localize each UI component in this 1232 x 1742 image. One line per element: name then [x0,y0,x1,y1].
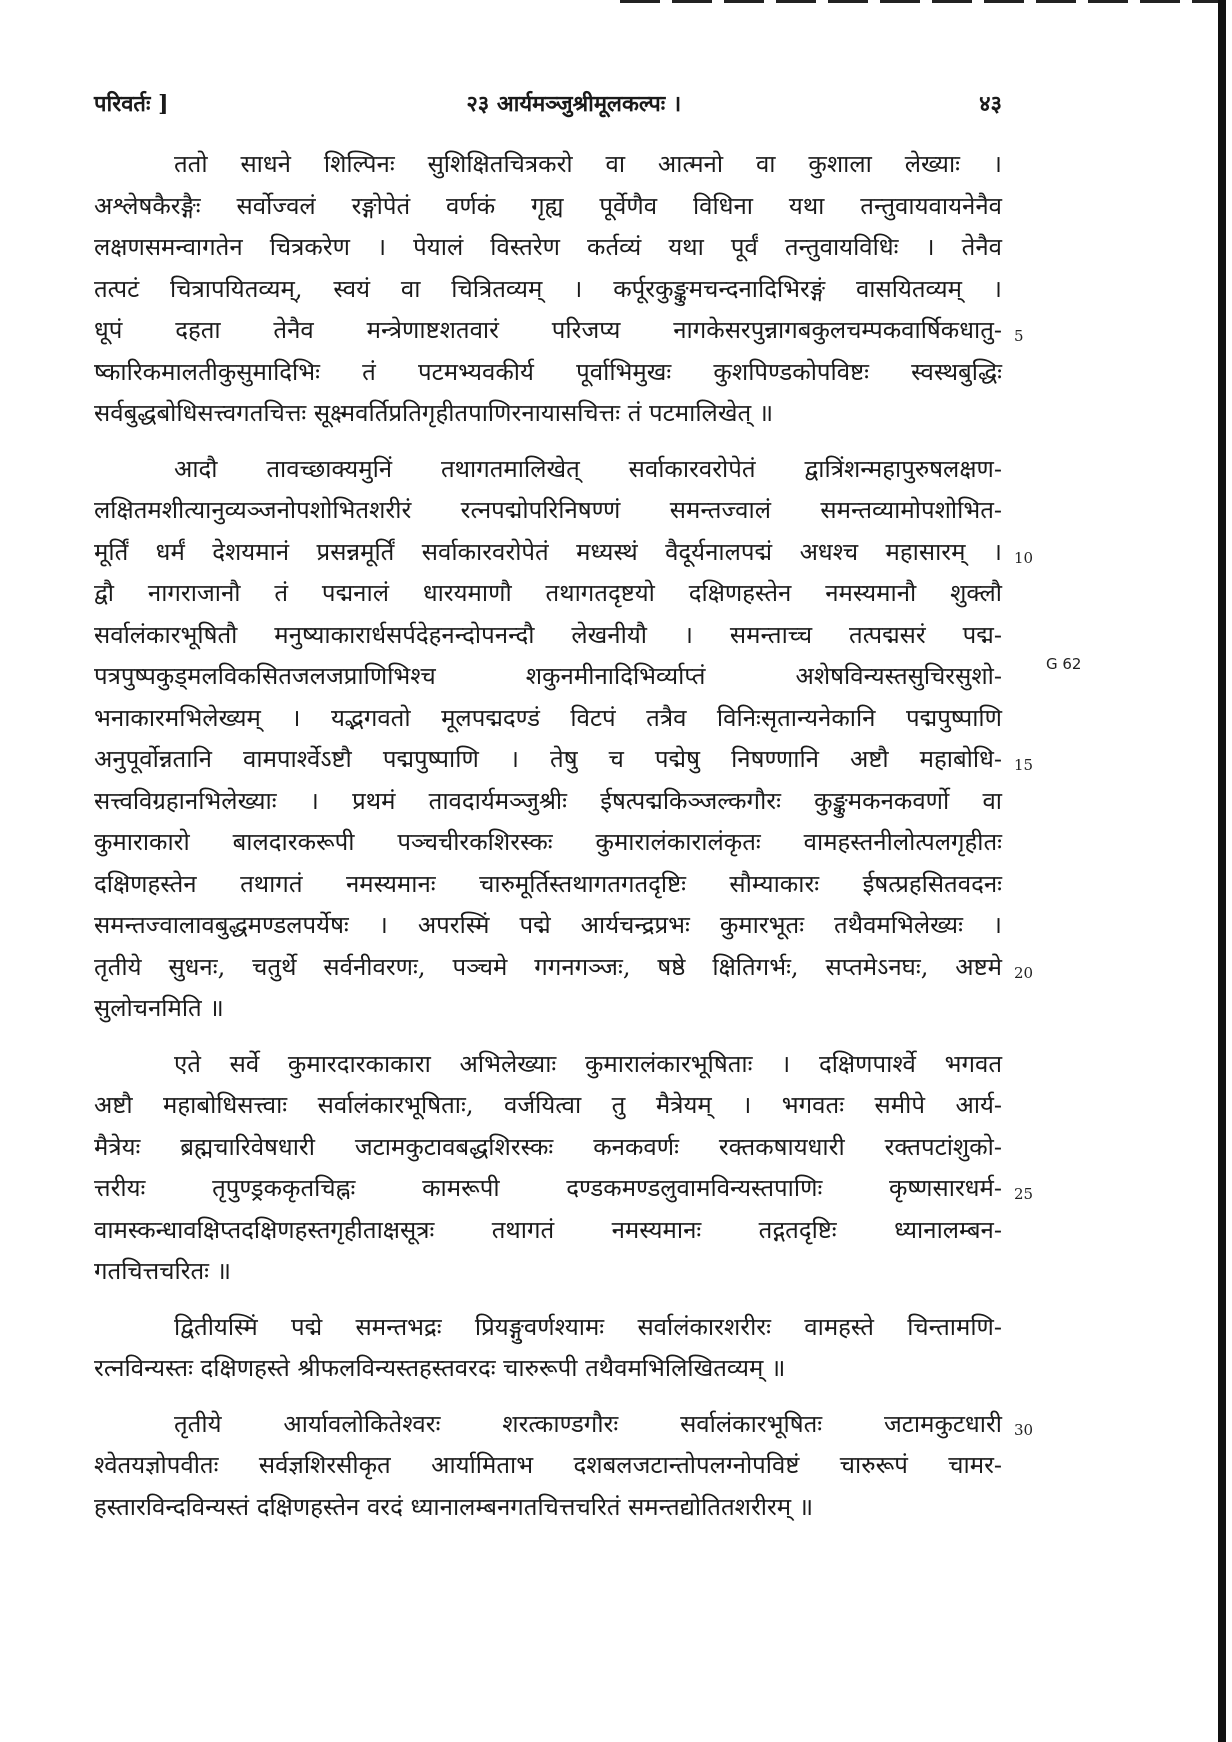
text-line [94,656,1002,698]
text-line [94,864,1002,906]
line-number: 10 [1014,548,1034,567]
line-text: श्वेतयज्ञोपवीतः सर्वज्ञशिरसीकृत आर्यामिताभ दशबलजटान्तोपलग्नोपविष्टं चारुरूपं चामर- [94,1451,1002,1479]
line-number: 15 [1014,756,1034,774]
text-line [94,1210,1002,1252]
body-text [94,144,1034,1528]
text-line [94,905,1002,947]
line-text: पत्रपुष्पकुड्मलविकसितजलजप्राणिभिश्च शकुनमीनादिभिर्व्याप्तं अशेषविन्यस्तसुचिरसुशो- [94,662,1002,690]
text-line [94,947,1034,989]
line-number: 30 [1014,1420,1034,1439]
text-line [94,490,1002,532]
line-text: द्वौ नागराजानौ तं पद्मनालं धारयमाणौ तथागतदृष्टयो दक्षिणहस्तेन नमस्यमानौ शुक्लौ [94,579,1002,607]
line-number: 25 [1014,1185,1034,1203]
line-text: तृतीये आर्यावलोकितेश्वरः शरत्काण्डगौरः सर्वालंकारभूषितः जटामकुटधारी [174,1409,1002,1438]
page-number: ४३ [979,91,1002,117]
text-line [94,1044,1002,1086]
line-text: गतचित्तचरितः ॥ [94,1257,232,1285]
line-text: लक्षितमशीत्यानुव्यञ्जनोपशोभितशरीरं रत्नपद्मोपरिनिषण्णं समन्तज्वालं समन्तव्यामोपशोभित- [94,496,1002,524]
text-line [94,1251,1002,1293]
page-top-edge [620,0,1220,3]
line-text: अष्टौ महाबोधिसत्त्वाः सर्वालंकारभूषिताः, वर्जयित्वा तु मैत्रेयम् । भगवतः समीपे आर्य- [94,1091,1002,1119]
line-text: ष्कारिकमालतीकुसुमादिभिः तं पटमभ्यवकीर्य पूर्वाभिमुखः कुशपिण्डकोपविष्टः स्वस्थबुद्धिः [94,357,1002,386]
line-text: धूपं दहता तेनैव मन्त्रेणाष्टशतवारं परिजप्य नागकेसरपुन्नागबकुलचम्पकवार्षिकधातु- [94,316,1002,344]
line-text: तृतीये सुधनः, चतुर्थे सर्वनीवरणः, पञ्चमे गगनगञ्जः, षष्ठे क्षितिगर्भः, सप्तमेऽनघः, अष्टमे [94,952,1002,981]
line-text: अश्लेषकैरङ्गैः सर्वोज्वलं रङ्गोपेतं वर्णकं गृह्य पूर्वेणैव विधिना यथा तन्तुवायवायनेनैव [94,191,1002,220]
text-line [94,781,1002,823]
paragraph [94,449,1034,1030]
text-line [94,1127,1002,1169]
line-text: तत्पटं चित्रापयितव्यम्, स्वयं वा चित्रितव्यम् । कर्पूरकुङ्कुमचन्दनादिभिरङ्गं वासयितव्यम् । [94,274,1002,303]
line-text: सत्त्वविग्रहानभिलेख्याः । प्रथमं तावदार्यमञ्जुश्रीः ईषत्पद्मकिञ्जल्कगौरः कुङ्कुमकनकवर्णो वा [94,786,1002,815]
line-text: त्तरीयः तृपुण्ड्रककृतचिह्नः कामरूपी दण्डकमण्डलुवामविन्यस्तपाणिः कृष्णसारधर्म- [94,1174,1002,1202]
side-marker: G 62 [1046,655,1082,673]
line-text: ततो साधने शिल्पिनः सुशिक्षितचित्रकरो वा आत्मनो वा कुशाला लेख्याः । [174,150,1002,178]
text-line [94,573,1002,615]
line-number: 5 [1014,327,1024,345]
text-line [94,1348,1002,1390]
paragraph [94,144,1024,435]
paragraph [94,1404,1034,1529]
text-line [94,1487,1002,1529]
line-text: कुमाराकारो बालदारकरूपी पञ्चचीरकशिरस्कः कुमारालंकारालंकृतः वामहस्तनीलोत्पलगृहीतः [94,828,1002,856]
text-line [94,1445,1002,1487]
line-text: आदौ तावच्छाक्यमुनिं तथागतमालिखेत् सर्वाकारवरोपेतं द्वात्रिंशन्महापुरुषलक्षण- [174,454,1002,483]
line-text: वामस्कन्धावक्षिप्तदक्षिणहस्तगृहीताक्षसूत्रः तथागतं नमस्यमानः तद्गतदृष्टिः ध्यानालम्बन- [94,1215,1002,1244]
text-line [94,1168,1034,1210]
line-text: अनुपूर्वोन्नतानि वामपार्श्वेऽष्टौ पद्मपुष्पाणि । तेषु च पद्मेषु निषण्णानि अष्टौ महाबोधि- [94,745,1002,773]
text-line [94,698,1002,740]
line-text: एते सर्वे कुमारदारकाकारा अभिलेख्याः कुमारालंकारभूषिताः । दक्षिणपार्श्वे भगवत [174,1049,1002,1078]
line-text: रत्नविन्यस्तः दक्षिणहस्ते श्रीफलविन्यस्तहस्तवरदः चारुरूपी तथैवमभिलिखितव्यम् ॥ [94,1354,786,1382]
text-line [94,1307,1002,1349]
text-line [94,310,1024,352]
text-line [94,227,1002,269]
header-left: परिवर्तः ] [94,91,169,117]
document-page [94,88,1034,1542]
text-line [94,393,1002,435]
line-text: समन्तज्वालावबुद्धमण्डलपर्येषः । अपरस्मिं पद्मे आर्यचन्द्रप्रभः कुमारभूतः तथैवमभिलेख्यः । [94,911,1002,939]
line-text: हस्तारविन्दविन्यस्तं दक्षिणहस्तेन वरदं ध्यानालम्बनगतचित्तचरितं समन्तद्योतितशरीरम् ॥ [94,1492,814,1521]
page-right-edge [1218,0,1226,1742]
line-text: द्वितीयस्मिं पद्मे समन्तभद्रः प्रियङ्गुवर्णश्यामः सर्वालंकारशरीरः वामहस्ते चिन्तामणि- [174,1312,1002,1341]
paragraph [94,1307,1002,1390]
line-text: सुलोचनमिति ॥ [94,994,224,1022]
line-text: लक्षणसमन्वागतेन चित्रकरेण । पेयालं विस्तरेण कर्तव्यं यथा पूर्वं तन्तुवायविधिः । तेनैव [94,233,1002,261]
line-number: 20 [1014,963,1034,982]
text-line [94,1085,1002,1127]
line-text: मैत्रेयः ब्रह्मचारिवेषधारी जटामकुटावबद्धशिरस्कः कनकवर्णः रक्तकषायधारी रक्तपटांशुको- [94,1132,1002,1161]
line-text: मूर्तिं धर्मं देशयमानं प्रसन्नमूर्तिं सर्वाकारवरोपेतं मध्यस्थं वैदूर्यनालपद्मं अधश्च महासारम् । [94,537,1002,566]
text-line [94,739,1034,781]
text-line [94,269,1002,311]
text-line [94,352,1002,394]
line-text: भनाकारमभिलेख्यम् । यद्भगवतो मूलपद्मदण्डं विटपं तत्रैव विनिःसृतान्यनेकानि पद्मपुष्पाणि [94,703,1002,732]
text-line [94,449,1002,491]
line-text: सर्वबुद्धबोधिसत्त्वगतचित्तः सूक्ष्मवर्तिप्रतिगृहीतपाणिरनायासचित्तः तं पटमालिखेत् ॥ [94,399,774,427]
text-line [94,186,1002,228]
header-title: २३ आर्यमञ्जुश्रीमूलकल्पः । [466,91,682,117]
line-text: सर्वालंकारभूषितौ मनुष्याकारार्धसर्पदेहनन्दोपनन्दौ लेखनीयौ । समन्ताच्च तत्पद्मसरं पद्म- [94,620,1002,649]
text-line [94,144,1002,186]
text-line [94,988,1002,1030]
paragraph [94,1044,1034,1293]
text-line [94,822,1002,864]
line-text: दक्षिणहस्तेन तथागतं नमस्यमानः चारुमूर्तिस्तथागतगतदृष्टिः सौम्याकारः ईषत्प्रहसितवदनः [94,869,1002,898]
text-line [94,1404,1034,1446]
running-header [94,88,1002,132]
text-line [94,532,1034,574]
text-line [94,615,1002,657]
